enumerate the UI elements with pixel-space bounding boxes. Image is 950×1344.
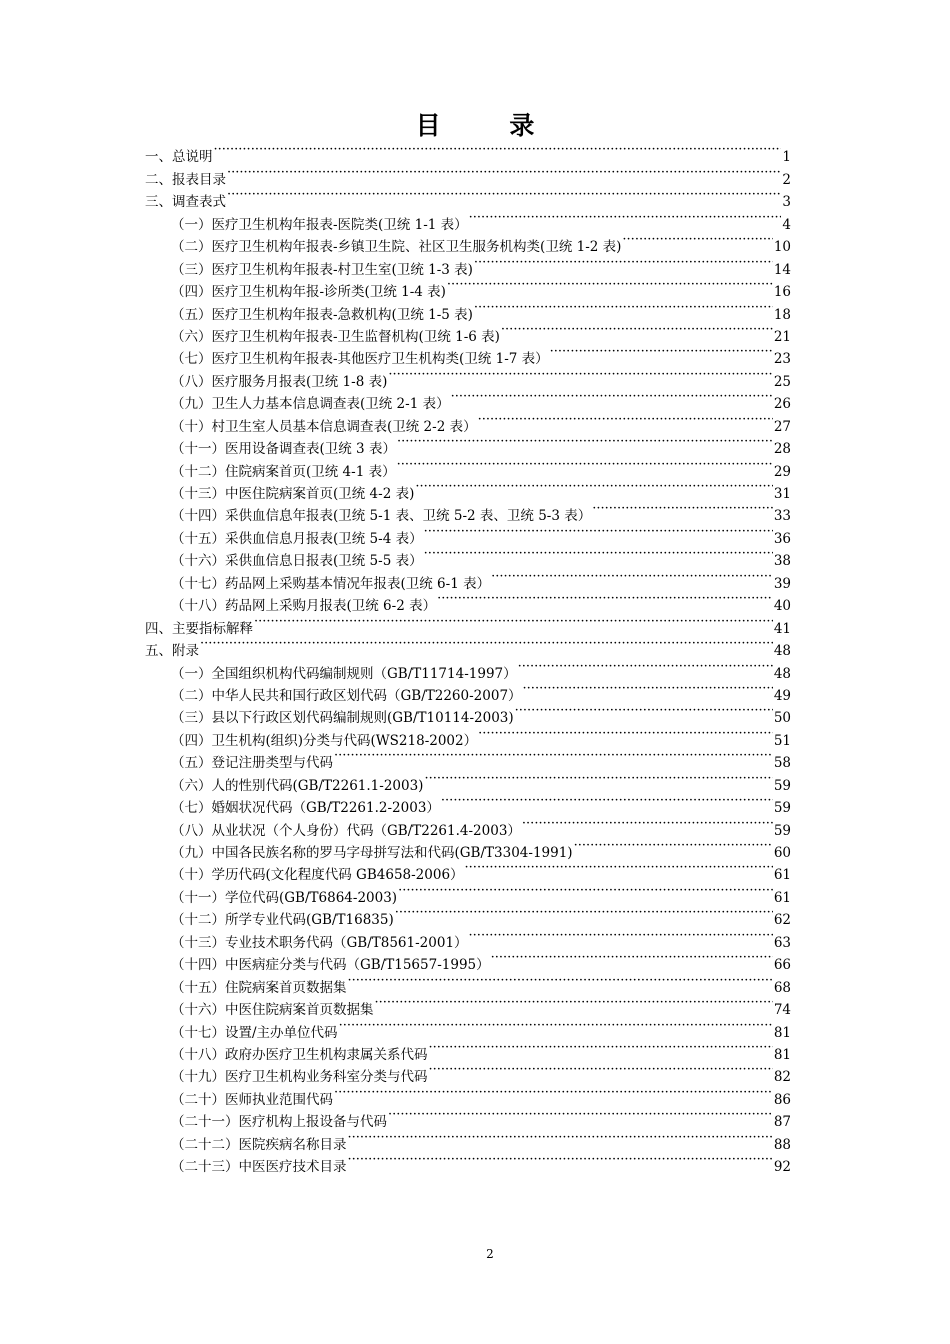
dot-leader bbox=[424, 767, 772, 789]
dot-leader bbox=[227, 161, 781, 183]
toc-entry-page: 1 bbox=[782, 149, 791, 166]
toc-entry-text: （六）医疗卫生机构年报表-卫生监督机构(卫统 1-6 表) bbox=[171, 328, 500, 345]
dot-leader bbox=[397, 431, 773, 453]
toc-entry-page: 61 bbox=[773, 889, 791, 906]
toc-entry-page: 26 bbox=[773, 396, 791, 413]
toc-entry-page: 2 bbox=[782, 171, 791, 188]
toc-entry-page: 36 bbox=[773, 530, 791, 547]
toc-entry-page: 59 bbox=[773, 822, 791, 839]
toc-entry-text: （六）人的性别代码(GB/T2261.1-2003) bbox=[171, 777, 424, 794]
toc-entry-text: （十三）中医住院病案首页(卫统 4-2 表) bbox=[171, 486, 415, 502]
toc-entry[interactable] bbox=[145, 633, 791, 660]
dot-leader bbox=[441, 790, 773, 812]
dot-leader bbox=[474, 251, 773, 273]
table-of-contents bbox=[145, 139, 791, 1176]
toc-entry-text: （十三）专业技术职务代码（GB/T8561-2001） bbox=[171, 934, 468, 951]
toc-entry-text: （二十一）医疗机构上报设备与代码 bbox=[171, 1114, 387, 1131]
dot-leader bbox=[334, 1081, 773, 1103]
toc-entry-text: （十一）医用设备调查表(卫统 3 表） bbox=[171, 441, 396, 458]
dot-leader bbox=[523, 678, 773, 700]
toc-entry-text: （十五）住院病案首页数据集 bbox=[171, 979, 347, 996]
toc-entry-page: 23 bbox=[773, 351, 791, 368]
toc-entry[interactable] bbox=[145, 206, 791, 233]
dot-leader bbox=[348, 1149, 773, 1171]
toc-entry-text: （八）医疗服务月报表(卫统 1-8 表) bbox=[171, 373, 388, 390]
dot-leader bbox=[348, 1126, 773, 1148]
dot-leader bbox=[348, 969, 773, 991]
dot-leader bbox=[465, 857, 773, 879]
toc-entry-page: 82 bbox=[773, 1069, 791, 1086]
dot-leader bbox=[437, 588, 773, 610]
toc-entry[interactable] bbox=[145, 655, 791, 682]
toc-entry-text: （二）医疗卫生机构年报表-乡镇卫生院、社区卫生服务机构类(卫统 1-2 表) bbox=[171, 239, 622, 256]
toc-entry-page: 60 bbox=[773, 845, 791, 861]
toc-entry-page: 27 bbox=[773, 418, 791, 435]
dot-leader bbox=[214, 139, 782, 161]
toc-entry-page: 63 bbox=[773, 934, 791, 951]
toc-entry-page: 29 bbox=[773, 463, 791, 480]
toc-title: 目 录 bbox=[415, 111, 565, 140]
toc-entry-page: 88 bbox=[773, 1136, 791, 1153]
dot-leader bbox=[491, 565, 773, 587]
toc-entry-text: （十八）政府办医疗卫生机构隶属关系代码 bbox=[171, 1046, 428, 1063]
toc-entry[interactable] bbox=[145, 161, 791, 188]
dot-leader bbox=[424, 543, 773, 565]
dot-leader bbox=[550, 341, 773, 363]
toc-entry-page: 87 bbox=[773, 1114, 791, 1131]
toc-entry-page: 14 bbox=[773, 261, 791, 278]
toc-entry-text: （十）村卫生室人员基本信息调查表(卫统 2-2 表） bbox=[171, 418, 477, 435]
toc-entry-text: （二十二）医院疾病名称目录 bbox=[171, 1136, 347, 1153]
toc-entry-page: 33 bbox=[773, 508, 791, 525]
dot-leader bbox=[501, 319, 773, 341]
dot-leader bbox=[515, 700, 773, 722]
toc-entry-page: 31 bbox=[773, 486, 791, 502]
toc-entry-text: （一）医疗卫生机构年报表-医院类(卫统 1-1 表） bbox=[171, 216, 468, 233]
toc-entry-text: （十四）采供血信息年报表(卫统 5-1 表、卫统 5-2 表、卫统 5-3 表） bbox=[171, 508, 592, 525]
dot-leader bbox=[415, 476, 772, 498]
dot-leader bbox=[574, 835, 773, 857]
dot-leader bbox=[227, 184, 781, 206]
toc-entry-text: （九）卫生人力基本信息调查表(卫统 2-1 表） bbox=[171, 396, 450, 413]
dot-leader bbox=[469, 206, 782, 228]
toc-entry-page: 68 bbox=[773, 979, 791, 996]
toc-entry-text: （十二）所学专业代码(GB/T16835) bbox=[171, 912, 394, 929]
toc-entry-text: （二十三）中医医疗技术目录 bbox=[171, 1159, 347, 1176]
toc-entry-text: 五、附录 bbox=[145, 643, 199, 660]
toc-entry-page: 28 bbox=[773, 441, 791, 458]
toc-entry-page: 66 bbox=[773, 957, 791, 974]
toc-entry-text: 三、调查表式 bbox=[145, 194, 226, 211]
dot-leader bbox=[200, 633, 773, 655]
toc-entry-page: 48 bbox=[773, 665, 791, 682]
toc-entry-page: 39 bbox=[773, 575, 791, 592]
toc-entry-text: （七）婚姻状况代码（GB/T2261.2-2003） bbox=[171, 800, 440, 817]
dot-leader bbox=[622, 229, 772, 251]
toc-entry-page: 59 bbox=[773, 800, 791, 817]
dot-leader bbox=[254, 610, 773, 632]
toc-entry-page: 51 bbox=[773, 732, 791, 749]
dot-leader bbox=[478, 408, 773, 430]
dot-leader bbox=[395, 902, 773, 924]
toc-entry-text: （二）中华人民共和国行政区划代码（GB/T2260-2007） bbox=[171, 687, 522, 704]
dot-leader bbox=[592, 498, 773, 520]
toc-entry-page: 21 bbox=[773, 328, 791, 345]
dot-leader bbox=[397, 453, 773, 475]
toc-entry-page: 59 bbox=[773, 777, 791, 794]
dot-leader bbox=[398, 879, 773, 901]
toc-entry[interactable] bbox=[145, 139, 791, 166]
dot-leader bbox=[491, 947, 773, 969]
toc-entry-page: 16 bbox=[773, 284, 791, 301]
dot-leader bbox=[518, 655, 773, 677]
toc-entry-text: 一、总说明 bbox=[145, 149, 213, 166]
toc-entry-page: 61 bbox=[773, 867, 791, 884]
toc-entry-text: （二十）医师执业范围代码 bbox=[171, 1091, 333, 1108]
toc-entry-text: 四、主要指标解释 bbox=[145, 620, 253, 637]
dot-leader bbox=[429, 1059, 773, 1081]
dot-leader bbox=[388, 363, 772, 385]
toc-entry-text: （八）从业状况（个人身份）代码（GB/T2261.4-2003） bbox=[171, 822, 521, 839]
toc-entry-text: （十一）学位代码(GB/T6864-2003) bbox=[171, 889, 398, 906]
toc-entry-text: （十二）住院病案首页(卫统 4-1 表） bbox=[171, 463, 396, 480]
toc-entry-text: （七）医疗卫生机构年报表-其他医疗卫生机构类(卫统 1-7 表） bbox=[171, 351, 549, 368]
toc-entry-page: 25 bbox=[773, 373, 791, 390]
dot-leader bbox=[478, 722, 773, 744]
toc-entry-text: （十五）采供血信息月报表(卫统 5-4 表） bbox=[171, 530, 423, 547]
dot-leader bbox=[451, 386, 773, 408]
toc-entry-text: （十）学历代码(文化程度代码 GB4658-2006） bbox=[171, 867, 464, 884]
dot-leader bbox=[429, 1037, 773, 1059]
toc-entry-page: 74 bbox=[773, 1002, 791, 1019]
dot-leader bbox=[339, 1014, 773, 1036]
toc-entry-page: 40 bbox=[773, 598, 791, 615]
toc-entry-page: 48 bbox=[773, 643, 791, 660]
toc-entry-page: 4 bbox=[782, 216, 791, 233]
toc-entry-page: 81 bbox=[773, 1046, 791, 1063]
toc-entry-text: （十七）药品网上采购基本情况年报表(卫统 6-1 表） bbox=[171, 575, 491, 592]
toc-entry-text: 二、报表目录 bbox=[145, 171, 226, 188]
toc-entry-text: （十四）中医病症分类与代码（GB/T15657-1995） bbox=[171, 957, 490, 974]
toc-entry-page: 10 bbox=[773, 239, 791, 256]
toc-entry-text: （十八）药品网上采购月报表(卫统 6-2 表） bbox=[171, 598, 437, 615]
dot-leader bbox=[522, 812, 773, 834]
toc-entry-page: 3 bbox=[782, 194, 791, 211]
dot-leader bbox=[424, 520, 773, 542]
toc-entry-text: （三）县以下行政区划代码编制规则(GB/T10114-2003) bbox=[171, 710, 514, 727]
dot-leader bbox=[388, 1104, 773, 1126]
toc-entry-text: （四）卫生机构(组织)分类与代码(WS218-2002） bbox=[171, 732, 478, 749]
toc-entry-page: 38 bbox=[773, 553, 791, 570]
page-number: 2 bbox=[486, 1247, 494, 1261]
toc-entry-page: 58 bbox=[773, 755, 791, 772]
dot-leader bbox=[375, 992, 773, 1014]
toc-entry-page: 49 bbox=[773, 687, 791, 704]
toc-entry-page: 18 bbox=[773, 306, 791, 323]
toc-entry-page: 62 bbox=[773, 912, 791, 929]
toc-entry-page: 86 bbox=[773, 1091, 791, 1108]
toc-entry-text: （一）全国组织机构代码编制规则（GB/T11714-1997） bbox=[171, 665, 517, 682]
toc-entry-text: （十六）采供血信息日报表(卫统 5-5 表） bbox=[171, 553, 423, 570]
toc-entry-text: （十七）设置/主办单位代码 bbox=[171, 1024, 338, 1041]
toc-entry-text: （五）医疗卫生机构年报表-急救机构(卫统 1-5 表) bbox=[171, 306, 473, 323]
toc-entry-page: 41 bbox=[773, 620, 791, 637]
toc-entry-page: 81 bbox=[773, 1024, 791, 1041]
toc-entry-text: （四）医疗卫生机构年报-诊所类(卫统 1-4 表) bbox=[171, 284, 446, 301]
toc-entry-text: （十六）中医住院病案首页数据集 bbox=[171, 1002, 374, 1019]
toc-entry-page: 92 bbox=[773, 1159, 791, 1176]
toc-entry-text: （十九）医疗卫生机构业务科室分类与代码 bbox=[171, 1069, 428, 1086]
toc-entry-text: （九）中国各民族名称的罗马字母拼写法和代码(GB/T3304-1991) bbox=[171, 845, 573, 861]
dot-leader bbox=[469, 924, 773, 946]
toc-entry[interactable] bbox=[145, 184, 791, 211]
dot-leader bbox=[474, 296, 773, 318]
dot-leader bbox=[334, 745, 773, 767]
toc-entry-page: 50 bbox=[773, 710, 791, 727]
dot-leader bbox=[447, 274, 773, 296]
toc-entry-text: （五）登记注册类型与代码 bbox=[171, 755, 333, 772]
toc-entry-text: （三）医疗卫生机构年报表-村卫生室(卫统 1-3 表) bbox=[171, 261, 473, 278]
